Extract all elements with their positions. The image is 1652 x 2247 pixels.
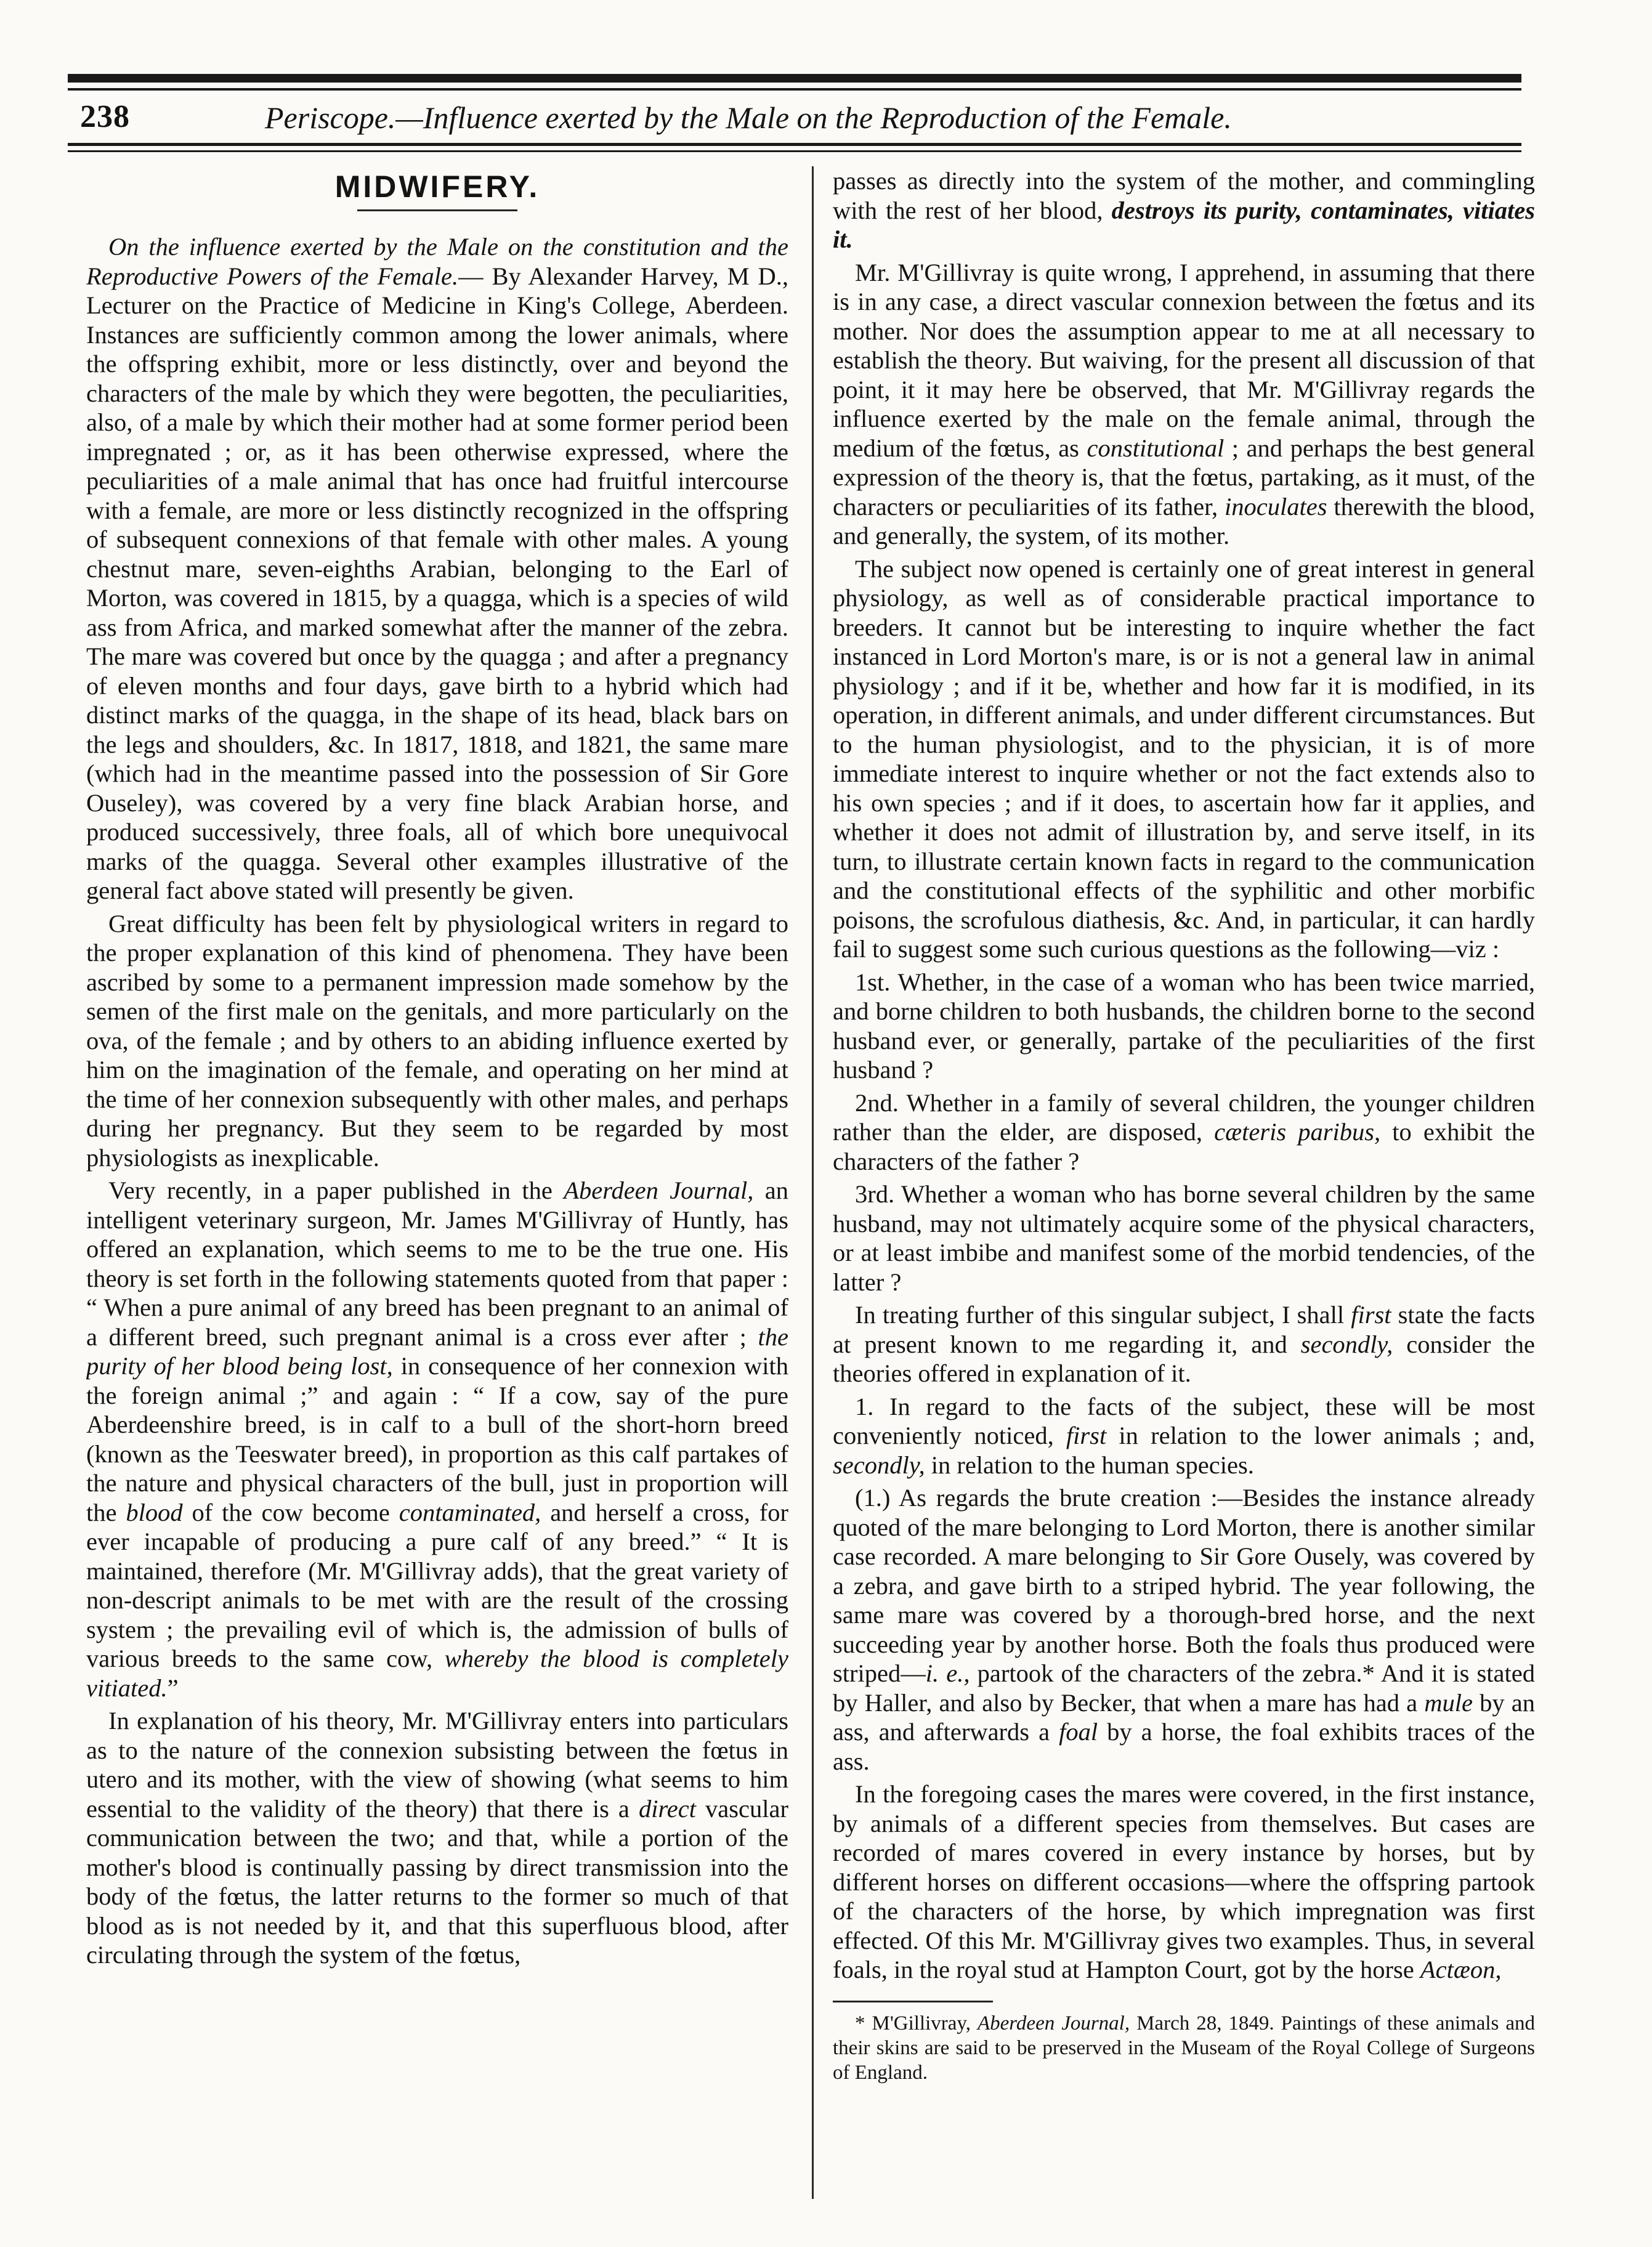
paragraph: [833, 1483, 1535, 1776]
paragraph-text: In treating further of this singular subject, I shall: [855, 1301, 1351, 1329]
paragraph: [86, 1176, 788, 1702]
emphasis-text: first: [1066, 1422, 1107, 1449]
paragraph-text: Great difficulty has been felt by physiological writers in regard to the proper explanation of this kind of phenomena. They have been ascribed by some to a permanent impression made somehow by the semen of the first male on the genitals, and more particularly on the ova, of the female ; and by others to an abiding influence exerted by him on the imagination of the female, and operating on her mind at the time of her connexion subsequently with other males, and perhaps during her pregnancy. But they seem to be regarded by most physiologists as inexplicable.: [86, 909, 788, 1172]
emphasis-text: destroys its purity, contaminates, vitiates it.: [833, 196, 1535, 253]
footnote-text: March 28, 1849. Paintings of these animals and their skins are said to be preserved in the Museam of the Royal College of Surgeons of England.: [833, 2012, 1535, 2084]
header-rule-thin: [68, 150, 1521, 152]
question-first: [833, 968, 1535, 1085]
paragraph-text: by an ass, and afterwards a: [833, 1688, 1535, 1746]
emphasis-text: cæteris paribus,: [1214, 1118, 1381, 1146]
question-third: [833, 1180, 1535, 1297]
paragraph-text: partook of the characters of the zebra.* And it is stated by Haller, and also by Becker, that when a mare has had a: [833, 1659, 1535, 1717]
emphasis-text: secondly,: [833, 1451, 925, 1479]
footnote-rule: [833, 2001, 993, 2002]
paragraph-text: In explanation of his theory, Mr. M'Gillivray enters into particulars as to the nature of the connexion subsisting between the fœtus in utero and its mother, with the view of showing (what seems to him essential to the validity of the theory) that there is a: [86, 1707, 788, 1823]
author-line: — By Alexander Harvey, M D., Lecturer on the Practice of Medicine in King's College, Aberdeen.: [86, 262, 788, 319]
emphasis-text: contaminated,: [399, 1498, 541, 1526]
paragraph-text: and herself a cross, for ever incapable of producing a pure calf of any breed.” “ It is maintained, therefore (Mr. M'Gillivray adds), that the great variety of non-descript animals to be met with are the result of the crossing system ; the prevailing evil of which is, the admission of bulls of various breeds to the same cow,: [86, 1498, 788, 1672]
paragraph: [833, 1392, 1535, 1480]
paragraph-text: state the facts at present known to me regarding it, and: [833, 1301, 1535, 1358]
paragraph: [833, 166, 1535, 254]
paragraph-text: 2nd. Whether in a family of several children, the younger children rather than the elder, are disposed,: [833, 1088, 1535, 1146]
paragraph-text: consider the theories offered in explanation of it.: [833, 1330, 1535, 1387]
paragraph-text: Mr. M'Gillivray is quite wrong, I apprehend, in assuming that there is in any case, a direct vascular connexion between the fœtus and its mother. Nor does the assumption appear to me at all necessary to establish the theory. But waiving, for the present all discussion of that point, it it may here be observed, that Mr. M'Gillivray regards the influence exerted by the male on the female animal, through the medium of the fœtus, as: [833, 258, 1535, 462]
emphasis-text: direct: [639, 1794, 696, 1823]
paragraph-text: therewith the blood, and generally, the system, of its mother.: [833, 492, 1535, 549]
emphasis-text: inoculates: [1225, 492, 1327, 520]
emphasis-text: constitutional: [1087, 434, 1225, 462]
paragraph-text: to exhibit the characters of the father ?: [833, 1118, 1535, 1175]
paragraph: [833, 1300, 1535, 1388]
section-heading: MIDWIFERY.: [334, 169, 540, 204]
paragraph-text: ”: [167, 1674, 179, 1702]
top-rule: [68, 74, 1521, 83]
emphasis-text: first: [1351, 1301, 1391, 1329]
article-intro-paragraph: [86, 232, 788, 905]
paragraph-text: ; and perhaps the best general expression of the theory is, that the fœtus, partaking, as it must, of the characters or peculiarities of its father,: [833, 434, 1535, 520]
top-rule-thin: [68, 88, 1521, 91]
article-title: On the influence exerted by the Male on the constitution and the Reproductive Powers of the Female.: [86, 233, 788, 290]
footnote-text: * M'Gillivray,: [855, 2012, 978, 2034]
paragraph-text: passes as directly into the system of the mother, and commingling with the rest of her blood,: [833, 167, 1535, 224]
section-heading-rule: [357, 209, 517, 211]
journal-name: Aberdeen Journal,: [978, 2012, 1130, 2034]
emphasis-text: whereby the blood is completely vitiated.: [86, 1645, 788, 1702]
right-column: [833, 166, 1535, 2168]
emphasis-text: Actæon,: [1420, 1956, 1502, 1983]
paragraph-text: in consequence of her connexion with the foreign animal ;” and again : “ If a cow, say of the pure Aberdeenshire breed, is in calf to a bull of the short-horn breed (known as the Teeswater breed), in proportion as this calf partakes of the nature and physical characters of the bull, just in proportion will the: [86, 1352, 788, 1526]
paragraph: [86, 1706, 788, 1970]
journal-name: Aberdeen Journal,: [564, 1176, 754, 1204]
paragraph-text: (1.) As regards the brute creation :—Besides the instance already quoted of the mare belonging to Lord Morton, there is another similar case recorded. A mare belonging to Sir Gore Ousely, was covered by a zebra, and gave birth to a striped hybrid. The year following, the same mare was covered by a thorough-bred horse, and the next succeeding year by another horse. Both the foals thus produced were striped—: [833, 1484, 1535, 1687]
paragraph: [833, 1779, 1535, 1985]
paragraph: [833, 554, 1535, 964]
paragraph-text: Very recently, in a paper published in the: [108, 1176, 564, 1204]
emphasis-text: blood: [126, 1498, 183, 1526]
paragraph-text: In the foregoing cases the mares were covered, in the first instance, by animals of a different species from themselves. But cases are recorded of mares covered in every instance by horses, but by different horses on different occasions—where the offspring partook of the characters of the horse, by which impregnation was first effected. Of this Mr. M'Gillivray gives two examples. Thus, in several foals, in the royal stud at Hampton Court, got by the horse: [833, 1780, 1535, 1983]
running-title: Periscope.—Influence exerted by the Male on the Reproduction of the Female.: [265, 100, 1232, 135]
paragraph-text: by a horse, the foal exhibits traces of the ass.: [833, 1718, 1535, 1775]
left-column: [86, 166, 788, 2168]
question-second: [833, 1088, 1535, 1176]
paragraph: [86, 909, 788, 1173]
header-rule: [68, 143, 1521, 146]
paragraph-text: vascular communication between the two; and that, while a portion of the mother's blood is continually passing by direct transmission into the body of the fœtus, the latter returns to the former so much of that blood as is not needed by it, and that this superfluous blood, after circulating through the system of the fœtus,: [86, 1794, 788, 1969]
paragraph: [833, 258, 1535, 551]
paragraph-text: in relation to the human species.: [925, 1451, 1254, 1479]
paragraph-text: Instances are sufficiently common among the lower animals, where the offspring exhibit, more or less distinctly, over and beyond the characters of the male by which they were begotten, the peculiarities, also, of a male by which their mother had at some former period been impregnated ; or, as it has been otherwise expressed, where the peculiarities of a male animal that has once had fruitful intercourse with a female, are more or less distinctly recognized in the offspring of subsequent connexions of that female with other males. A young chestnut mare, seven-eighths Arabian, belonging to the Earl of Morton, was covered in 1815, by a quagga, which is a species of wild ass from Africa, and marked somewhat after the manner of the zebra. The mare was covered but once by the quagga ; and after a pregnancy of eleven months and four days, gave birth to a hybrid which had distinct marks of the quagga, in the shape of its head, black bars on the legs and shoulders, &c. In 1817, 1818, and 1821, the same mare (which had in the meantime passed into the possession of Sir Gore Ouseley), was covered by a very fine black Arabian horse, and produced successively, three foals, all of which bore unequivocal marks of the quagga. Several other examples illustrative of the general fact above stated will presently be given.: [86, 320, 788, 904]
emphasis-text: foal: [1059, 1718, 1098, 1746]
paragraph-text: 1. In regard to the facts of the subject, these will be most conveniently noticed,: [833, 1392, 1535, 1449]
paragraph-text: in relation to the lower animals ; and,: [1106, 1422, 1535, 1449]
paragraph-text: of the cow become: [182, 1498, 399, 1526]
emphasis-text: mule: [1424, 1688, 1473, 1717]
footnote: [833, 2011, 1535, 2085]
emphasis-text: secondly,: [1300, 1330, 1393, 1358]
running-head: [80, 99, 1515, 136]
emphasis-text: i. e.,: [925, 1659, 970, 1687]
column-divider: [812, 166, 814, 2199]
paragraph-text: The subject now opened is certainly one of great interest in general physiology, as well as of considerable practical importance to breeders. It cannot but be interesting to inquire whether the fact instanced in Lord Morton's mare, is or is not a general law in animal physiology ; and if it be, whether and how far it is modified, in its operation, in different animals, and under different circumstances. But to the human physiologist, and to the physician, it is of more immediate interest to inquire whether or not the fact extends also to his own species ; and if it does, to ascertain how far it applies, and whether it does not admit of illustration by, and serve itself, in its turn, to illustrate certain known facts in regard to the communication and the constitutional effects of the syphilitic and other morbific poisons, the scrofulous diathesis, &c. And, in particular, it can hardly fail to suggest some such curious questions as the following—viz :: [833, 554, 1535, 963]
paragraph-text: 1st. Whether, in the case of a woman who has been twice married, and borne children to both husbands, the children borne to the second husband ever, or generally, partake of the peculiarities of the first husband ?: [833, 968, 1535, 1083]
emphasis-text: the purity of her blood being lost,: [86, 1322, 788, 1380]
page-number: 238: [80, 99, 130, 134]
paragraph-text: an intelligent veterinary surgeon, Mr. James M'Gillivray of Huntly, has offered an explanation, which seems to me to be the true one. His theory is set forth in the following statements quoted from that paper : “ When a pure animal of any breed has been pregnant to an animal of a different breed, such pregnant animal is a cross ever after ;: [86, 1176, 788, 1351]
paragraph-text: 3rd. Whether a woman who has borne several children by the same husband, may not ultimately acquire some of the physical characters, or at least imbibe and manifest some of the morbid tendencies, of the latter ?: [833, 1180, 1535, 1296]
